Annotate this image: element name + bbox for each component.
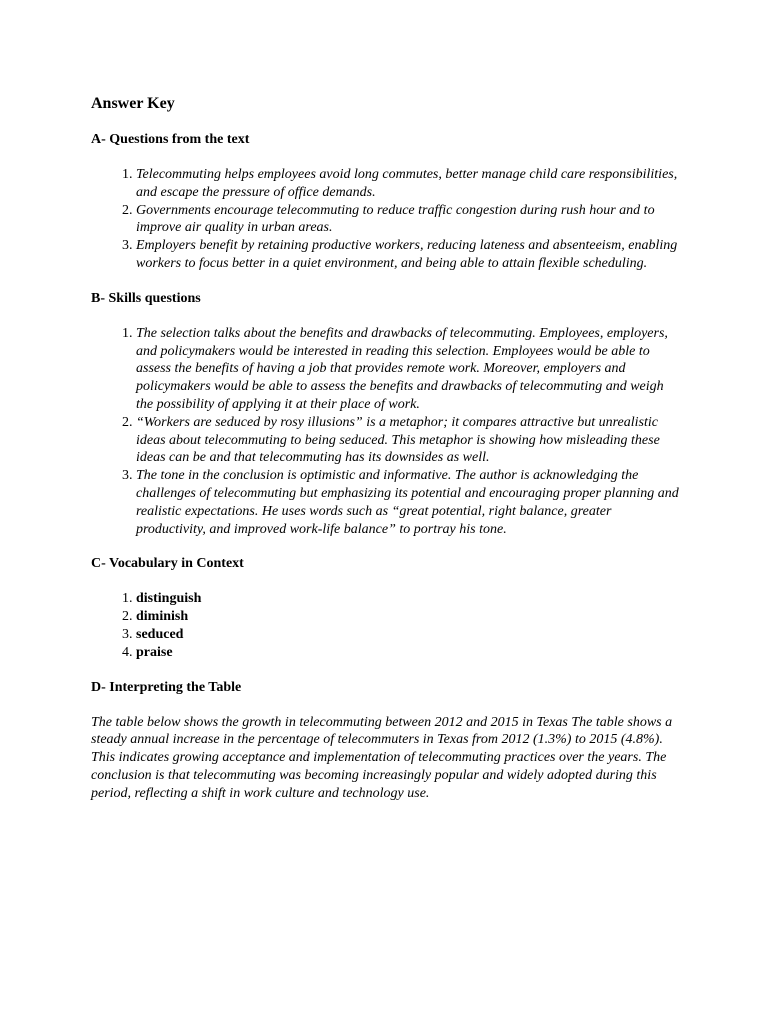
vocab-word-1: 1. distinguish — [136, 590, 681, 608]
section-b-answer-3: 3. The tone in the conclusion is optimistic and informative. The author is acknowledging the challenges of telecommuting but emphasizing its potential and encouraging proper planning and realistic expectations. He uses words such as “great potential, right balance, greater productivity, and improved work-life balance” to portray his tone. — [136, 467, 681, 538]
section-b-list — [91, 325, 681, 539]
section-a-answer-2: 2. Governments encourage telecommuting to reduce traffic congestion during rush hour and to improve air quality in urban areas. — [136, 202, 681, 238]
section-c-list — [91, 590, 681, 661]
section-d-paragraph: The table below shows the growth in telecommuting between 2012 and 2015 in Texas The table shows a steady annual increase in the percentage of telecommuters in Texas from 2012 (1.3%) to 2015 (4.8%). This indicates growing acceptance and implementation of telecommuting practices over the years. The conclusion is that telecommuting was becoming increasingly popular and widely adopted during this period, reflecting a shift in work culture and technology use. — [91, 714, 673, 801]
section-a-answer-1: 1. Telecommuting helps employees avoid long commutes, better manage child care responsibilities, and escape the pressure of office demands. — [136, 166, 681, 202]
vocab-word-2: 2. diminish — [136, 608, 681, 626]
vocab-word-3: 3. seduced — [136, 626, 681, 644]
vocab-word-4: 4. praise — [136, 644, 681, 662]
section-a-answer-3: 3. Employers benefit by retaining productive workers, reducing lateness and absenteeism, enabling workers to focus better in a quiet environment, and being able to attain flexible scheduling. — [136, 237, 681, 273]
section-d-heading: D- Interpreting the Table — [91, 679, 242, 695]
section-b-heading: B- Skills questions — [91, 290, 201, 306]
document-page — [91, 94, 681, 803]
section-b-answer-2: 2. “Workers are seduced by rosy illusions” is a metaphor; it compares attractive but unrealistic ideas about telecommuting to being seduced. This metaphor is showing how misleading these ideas can be and that telecommuting has its downsides as well. — [136, 414, 681, 467]
section-c-heading: C- Vocabulary in Context — [91, 556, 244, 572]
section-b-answer-1: 1. The selection talks about the benefits and drawbacks of telecommuting. Employees, employers, and policymakers would be interested in reading this selection. Employees would be able to assess the benefits of having a job that provides remote work. Moreover, employers and policymakers would be able to assess the benefits and drawbacks of telecommuting and weigh the possibility of applying it at their place of work. — [136, 325, 681, 414]
document-title: Answer Key — [91, 95, 175, 112]
section-a-heading: A- Questions from the text — [91, 132, 250, 147]
section-a-list — [91, 166, 681, 273]
